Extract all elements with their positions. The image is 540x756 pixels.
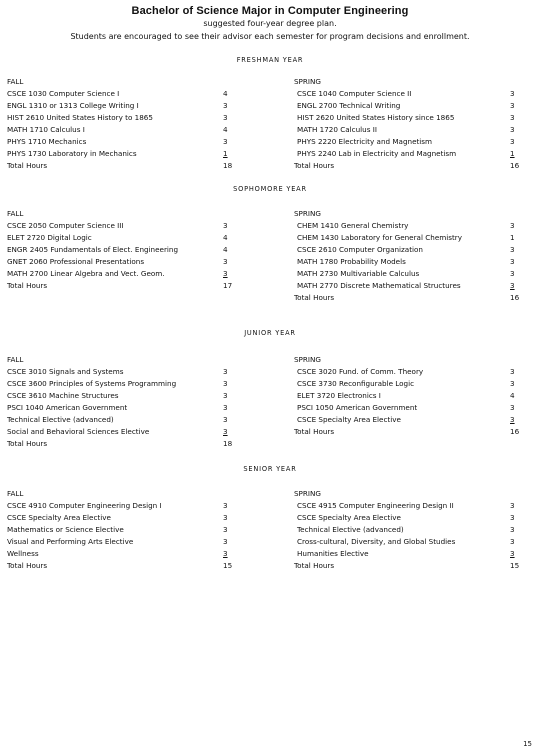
- course-row: [294, 536, 530, 548]
- course-row: [294, 378, 530, 390]
- course-hours: 3: [510, 501, 515, 510]
- course-name: PSCI 1050 American Government: [297, 403, 418, 412]
- course-hours: 3: [510, 379, 515, 388]
- course-name: MATH 1710 Calculus I: [7, 125, 85, 134]
- course-name: MATH 1720 Calculus II: [297, 125, 377, 134]
- course-row: [7, 148, 243, 160]
- course-name: CSCE 2050 Computer Science III: [7, 221, 124, 230]
- course-name: ENGR 2405 Fundamentals of Elect. Engineering: [7, 245, 179, 254]
- course-name: CSCE Specialty Area Elective: [7, 513, 111, 522]
- advisor-note: Students are encouraged to see their advisor each semester for program decisions and enrollment.: [70, 32, 470, 41]
- course-name: CSCE 4910 Computer Engineering Design I: [7, 501, 162, 510]
- course-row: [7, 500, 243, 512]
- course-name: Wellness: [7, 549, 39, 558]
- course-name: CSCE 1030 Computer Science I: [7, 89, 120, 98]
- course-name: Mathematics or Science Elective: [7, 525, 124, 534]
- course-row: [7, 390, 243, 402]
- total-row: [294, 292, 530, 304]
- course-hours: 3: [510, 101, 515, 110]
- course-name: MATH 2770 Discrete Mathematical Structures: [297, 281, 461, 290]
- course-name: CSCE 3730 Reconfigurable Logic: [297, 379, 415, 388]
- year-title: SENIOR YEAR: [243, 465, 297, 473]
- total-row: [294, 160, 530, 172]
- total-row: [7, 160, 243, 172]
- total-label: Total Hours: [294, 561, 335, 570]
- course-hours: 3: [223, 501, 228, 510]
- course-hours: 3: [510, 245, 515, 254]
- course-hours: 3: [510, 269, 515, 278]
- course-name: ELET 2720 Digital Logic: [7, 233, 92, 242]
- course-name: CSCE 2610 Computer Organization: [297, 245, 423, 254]
- course-hours: 3: [510, 281, 515, 290]
- spring-semester: [294, 354, 530, 438]
- course-row: [294, 220, 530, 232]
- course-row: [294, 88, 530, 100]
- fall-semester: [7, 208, 243, 292]
- course-name: Technical Elective (advanced): [7, 415, 114, 424]
- course-row: [7, 268, 243, 280]
- course-hours: 3: [510, 221, 515, 230]
- course-name: Technical Elective (advanced): [297, 525, 404, 534]
- course-row: [294, 100, 530, 112]
- course-row: [7, 256, 243, 268]
- course-hours: 4: [223, 89, 228, 98]
- course-name: CSCE 3010 Signals and Systems: [7, 367, 124, 376]
- course-name: CSCE 4915 Computer Engineering Design II: [297, 501, 454, 510]
- course-row: [7, 124, 243, 136]
- course-hours: 3: [223, 367, 228, 376]
- course-name: MATH 2730 Multivariable Calculus: [297, 269, 420, 278]
- course-name: Cross-cultural, Diversity, and Global Studies: [297, 537, 456, 546]
- course-row: [7, 414, 243, 426]
- total-label: Total Hours: [294, 161, 335, 170]
- course-hours: 3: [223, 537, 228, 546]
- course-row: [7, 136, 243, 148]
- course-name: Social and Behavioral Sciences Elective: [7, 427, 150, 436]
- course-hours: 3: [510, 137, 515, 146]
- semester-label: FALL: [7, 77, 24, 86]
- course-row: [7, 426, 243, 438]
- course-row: [294, 390, 530, 402]
- course-name: ENGL 2700 Technical Writing: [297, 101, 401, 110]
- course-name: PHYS 1710 Mechanics: [7, 137, 87, 146]
- total-hours: 18: [223, 439, 233, 448]
- course-hours: 3: [223, 549, 228, 558]
- course-hours: 3: [510, 367, 515, 376]
- course-hours: 3: [223, 269, 228, 278]
- course-hours: 3: [510, 513, 515, 522]
- year-title: SOPHOMORE YEAR: [233, 185, 307, 193]
- course-hours: 3: [223, 257, 228, 266]
- course-name: ELET 3720 Electronics I: [297, 391, 381, 400]
- total-row: [7, 280, 243, 292]
- course-row: [294, 136, 530, 148]
- total-hours: 18: [223, 161, 233, 170]
- total-hours: 15: [223, 561, 233, 570]
- course-row: [294, 244, 530, 256]
- course-name: ENGL 1310 or 1313 College Writing I: [7, 101, 139, 110]
- document-title: Bachelor of Science Major in Computer Engineering: [131, 5, 409, 17]
- total-label: Total Hours: [294, 293, 335, 302]
- course-name: MATH 1780 Probability Models: [297, 257, 406, 266]
- course-row: [7, 378, 243, 390]
- course-row: [294, 268, 530, 280]
- course-name: CSCE 1040 Computer Science II: [297, 89, 412, 98]
- course-row: [294, 512, 530, 524]
- course-name: CSCE Specialty Area Elective: [297, 415, 401, 424]
- course-hours: 3: [510, 549, 515, 558]
- total-hours: 15: [510, 561, 520, 570]
- total-row: [294, 560, 530, 572]
- course-hours: 3: [510, 415, 515, 424]
- course-row: [7, 100, 243, 112]
- course-row: [294, 232, 530, 244]
- course-hours: 3: [510, 125, 515, 134]
- course-row: [7, 548, 243, 560]
- course-row: [294, 256, 530, 268]
- spring-semester: [294, 208, 530, 304]
- spring-semester: [294, 488, 530, 572]
- course-row: [294, 280, 530, 292]
- course-row: [7, 524, 243, 536]
- total-label: Total Hours: [7, 281, 48, 290]
- course-row: [7, 244, 243, 256]
- course-name: Visual and Performing Arts Elective: [7, 537, 134, 546]
- course-hours: 4: [223, 233, 228, 242]
- course-name: PHYS 2220 Electricity and Magnetism: [297, 137, 433, 146]
- course-hours: 3: [223, 427, 228, 436]
- total-label: Total Hours: [7, 561, 48, 570]
- total-label: Total Hours: [7, 439, 48, 448]
- course-hours: 3: [510, 89, 515, 98]
- total-hours: 16: [510, 161, 520, 170]
- course-row: [294, 524, 530, 536]
- course-hours: 3: [223, 403, 228, 412]
- total-row: [7, 438, 243, 450]
- course-row: [7, 512, 243, 524]
- spring-semester: [294, 76, 530, 172]
- year-title: JUNIOR YEAR: [244, 329, 296, 337]
- course-name: HIST 2610 United States History to 1865: [7, 113, 153, 122]
- semester-label: SPRING: [294, 355, 321, 364]
- course-row: [7, 232, 243, 244]
- course-row: [294, 112, 530, 124]
- course-name: CSCE 3610 Machine Structures: [7, 391, 119, 400]
- course-name: PHYS 1730 Laboratory in Mechanics: [7, 149, 137, 158]
- course-row: [294, 124, 530, 136]
- course-name: Humanities Elective: [297, 549, 369, 558]
- total-row: [294, 426, 530, 438]
- course-row: [7, 112, 243, 124]
- course-name: PSCI 1040 American Government: [7, 403, 128, 412]
- total-label: Total Hours: [7, 161, 48, 170]
- course-name: HIST 2620 United States History since 1865: [297, 113, 455, 122]
- semester-label: SPRING: [294, 489, 321, 498]
- course-hours: 3: [223, 513, 228, 522]
- course-row: [7, 402, 243, 414]
- semester-label: FALL: [7, 489, 24, 498]
- course-hours: 4: [223, 245, 228, 254]
- course-row: [294, 402, 530, 414]
- course-name: GNET 2060 Professional Presentations: [7, 257, 145, 266]
- course-row: [294, 414, 530, 426]
- course-hours: 4: [510, 391, 515, 400]
- course-row: [7, 366, 243, 378]
- course-hours: 3: [223, 113, 228, 122]
- course-row: [294, 148, 530, 160]
- course-row: [7, 88, 243, 100]
- course-hours: 3: [510, 257, 515, 266]
- course-row: [294, 548, 530, 560]
- course-name: CHEM 1410 General Chemistry: [297, 221, 409, 230]
- total-hours: 17: [223, 281, 233, 290]
- course-name: CSCE 3600 Principles of Systems Programming: [7, 379, 177, 388]
- course-hours: 3: [510, 403, 515, 412]
- course-hours: 4: [223, 125, 228, 134]
- course-hours: 3: [510, 537, 515, 546]
- document-subtitle: suggested four-year degree plan.: [203, 19, 337, 28]
- course-name: CHEM 1430 Laboratory for General Chemistry: [297, 233, 463, 242]
- total-hours: 16: [510, 293, 520, 302]
- semester-label: FALL: [7, 209, 24, 218]
- year-title: FRESHMAN YEAR: [236, 56, 304, 64]
- fall-semester: [7, 488, 243, 572]
- course-hours: 3: [223, 221, 228, 230]
- course-row: [294, 500, 530, 512]
- course-name: CSCE 3020 Fund. of Comm. Theory: [297, 367, 424, 376]
- page-number: 15: [523, 740, 532, 748]
- course-name: PHYS 2240 Lab in Electricity and Magnetism: [297, 149, 457, 158]
- course-hours: 1: [510, 233, 515, 242]
- course-hours: 3: [223, 379, 228, 388]
- course-hours: 3: [223, 415, 228, 424]
- semester-label: FALL: [7, 355, 24, 364]
- course-row: [294, 366, 530, 378]
- total-label: Total Hours: [294, 427, 335, 436]
- course-hours: 3: [223, 525, 228, 534]
- course-hours: 1: [510, 149, 515, 158]
- fall-semester: [7, 76, 243, 172]
- course-hours: 1: [223, 149, 228, 158]
- course-hours: 3: [510, 113, 515, 122]
- semester-label: SPRING: [294, 209, 321, 218]
- course-name: CSCE Specialty Area Elective: [297, 513, 401, 522]
- total-hours: 16: [510, 427, 520, 436]
- course-row: [7, 536, 243, 548]
- total-row: [7, 560, 243, 572]
- fall-semester: [7, 354, 243, 450]
- course-hours: 3: [223, 391, 228, 400]
- course-hours: 3: [510, 525, 515, 534]
- course-row: [7, 220, 243, 232]
- course-name: MATH 2700 Linear Algebra and Vect. Geom.: [7, 269, 165, 278]
- semester-label: SPRING: [294, 77, 321, 86]
- course-hours: 3: [223, 137, 228, 146]
- course-hours: 3: [223, 101, 228, 110]
